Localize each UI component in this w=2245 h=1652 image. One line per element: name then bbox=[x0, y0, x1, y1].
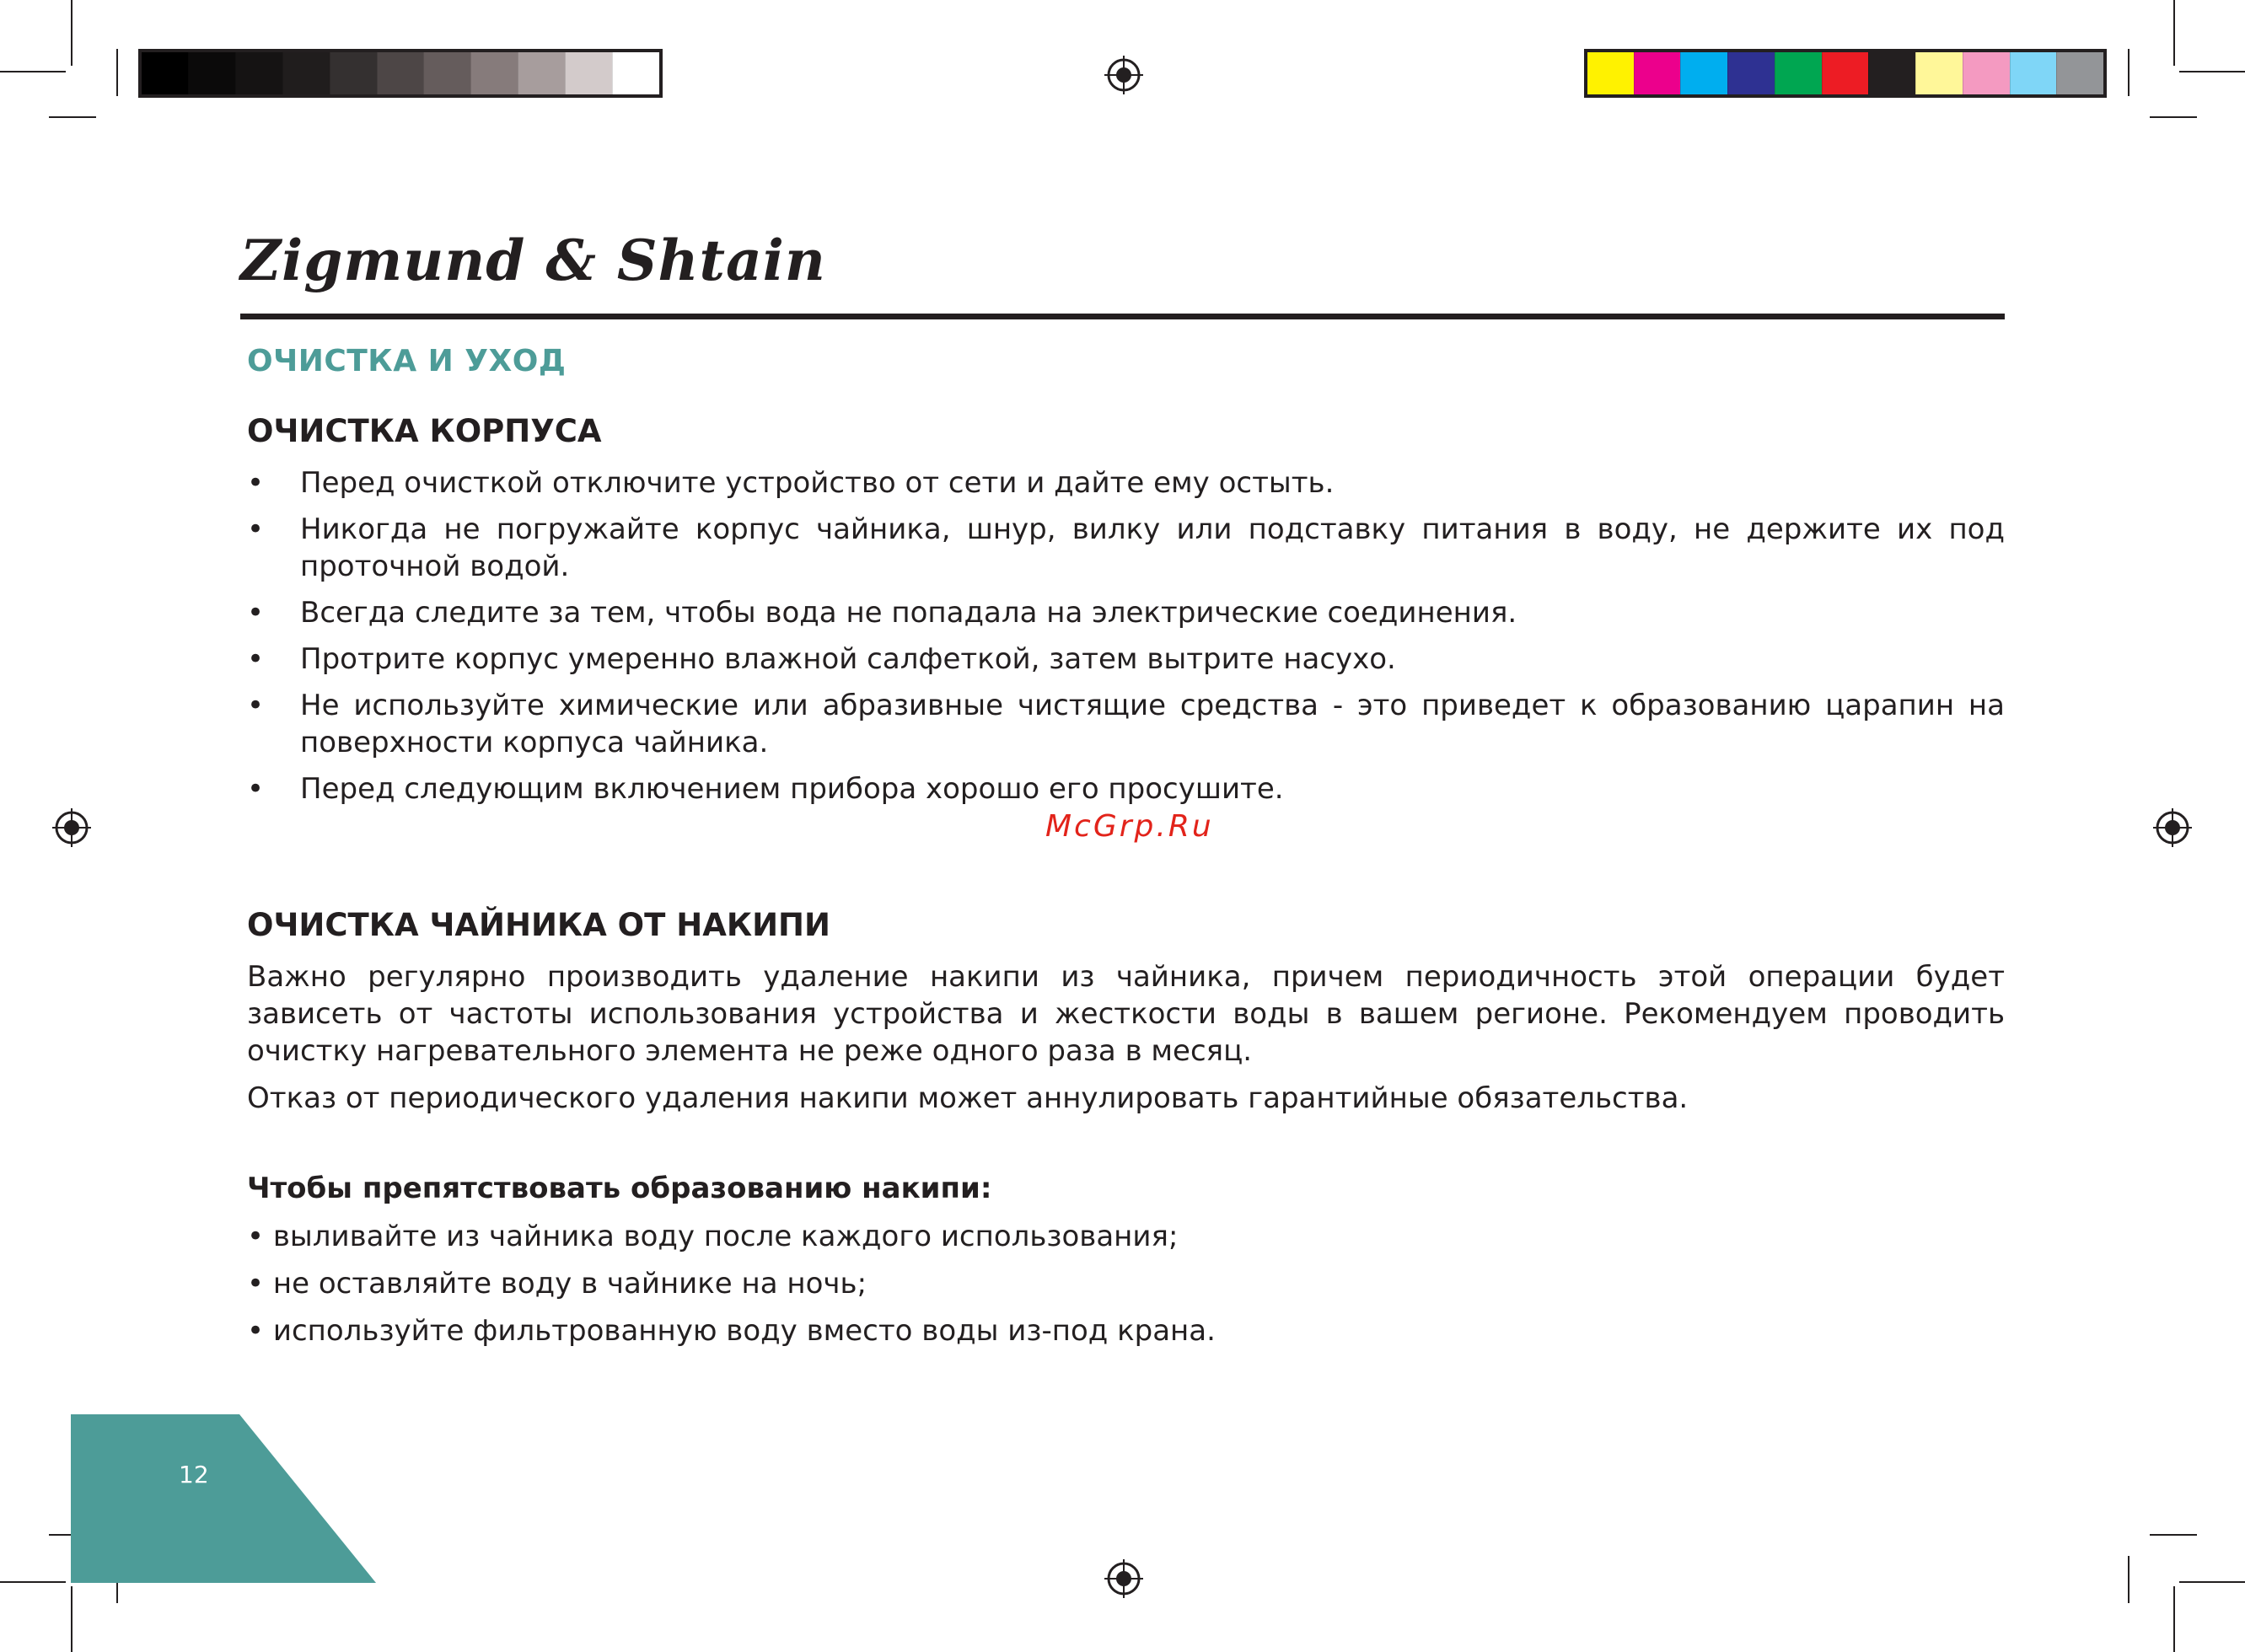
gray-swatch bbox=[518, 52, 565, 94]
case-cleaning-list bbox=[247, 464, 2005, 817]
color-swatch bbox=[1822, 52, 1869, 94]
color-swatch bbox=[1680, 52, 1727, 94]
crop-mark-br-h bbox=[2179, 1581, 2245, 1583]
list-item: • используйте фильтрованную воду вместо воды из-под крана. bbox=[247, 1314, 1216, 1348]
gray-swatch bbox=[330, 52, 377, 94]
warranty-paragraph: Отказ от периодического удаления накипи может аннулировать гарантийные обязательства. bbox=[247, 1081, 1689, 1115]
list-item bbox=[247, 687, 2005, 761]
crop-mark-bl-h bbox=[0, 1581, 66, 1583]
crop-mark-bl-v bbox=[71, 1586, 73, 1652]
crop-mark-tr-v bbox=[2173, 0, 2175, 66]
descaling-paragraph: Важно регулярно производить удаление накипи из чайника, причем периодичность этой операции будет зависеть от частоты использования устройства и жесткости воды в вашем регионе. Рекомендуем проводить очистку нагревательного элемента не реже одного раза в месяц. bbox=[247, 960, 2005, 1068]
descaling-title: ОЧИСТКА ЧАЙНИКА ОТ НАКИПИ bbox=[247, 907, 830, 943]
list-item bbox=[247, 770, 2005, 807]
color-swatch bbox=[2010, 52, 2057, 94]
list-item: • выливайте из чайника воду после каждого использования; bbox=[247, 1220, 1179, 1253]
list-item-text: Никогда не погружайте корпус чайника, шнур, вилку или подставку питания в воду, не держите их под проточной водой. bbox=[300, 512, 2005, 583]
color-swatch bbox=[1868, 52, 1915, 94]
crop-mark-tl-v2 bbox=[116, 49, 118, 96]
color-swatch bbox=[1727, 52, 1775, 94]
color-calibration-bar bbox=[1584, 49, 2107, 98]
gray-swatch bbox=[377, 52, 424, 94]
gray-swatch bbox=[470, 52, 518, 94]
grayscale-calibration-bar bbox=[138, 49, 663, 98]
watermark-link[interactable]: McGrp.Ru bbox=[1045, 809, 1214, 844]
crop-mark-tl-v bbox=[71, 0, 73, 66]
bullet-icon: • bbox=[247, 642, 265, 676]
list-item bbox=[247, 594, 2005, 631]
bullet-icon: • bbox=[247, 512, 265, 546]
bullet-icon: • bbox=[247, 466, 265, 500]
gray-swatch bbox=[423, 52, 470, 94]
crop-mark-tr-h2 bbox=[2150, 116, 2197, 118]
color-swatch bbox=[1963, 52, 2010, 94]
registration-mark-top-icon bbox=[1103, 54, 1145, 96]
list-item bbox=[247, 511, 2005, 585]
section-label: ОЧИСТКА И УХОД bbox=[247, 344, 567, 378]
crop-mark-tr-v2 bbox=[2128, 49, 2130, 96]
page-number: 12 bbox=[179, 1461, 209, 1488]
registration-mark-right-icon bbox=[2151, 807, 2194, 849]
color-swatch bbox=[1634, 52, 1681, 94]
list-item-text: Всегда следите за тем, чтобы вода не попадала на электрические соединения. bbox=[300, 596, 1517, 630]
prevent-title: Чтобы препятствовать образованию накипи: bbox=[247, 1172, 992, 1205]
list-item: • не оставляйте воду в чайнике на ночь; bbox=[247, 1267, 867, 1301]
crop-mark-tl-h bbox=[0, 71, 66, 72]
header-rule bbox=[240, 314, 2005, 319]
gray-swatch bbox=[282, 52, 330, 94]
color-swatch bbox=[1587, 52, 1634, 94]
gray-swatch bbox=[142, 52, 188, 94]
case-cleaning-title: ОЧИСТКА КОРПУСА bbox=[247, 413, 602, 449]
bullet-icon: • bbox=[247, 689, 265, 722]
color-swatch bbox=[1775, 52, 1822, 94]
list-item bbox=[247, 641, 2005, 678]
color-swatch bbox=[1915, 52, 1963, 94]
gray-swatch bbox=[235, 52, 282, 94]
registration-mark-left-icon bbox=[51, 807, 93, 849]
crop-mark-br-v bbox=[2173, 1586, 2175, 1652]
bullet-icon: • bbox=[247, 596, 265, 630]
list-item-text: Перед следующим включением прибора хорошо его просушите. bbox=[300, 772, 1284, 806]
color-swatch bbox=[2056, 52, 2103, 94]
crop-mark-br-v2 bbox=[2128, 1556, 2130, 1603]
gray-swatch bbox=[565, 52, 612, 94]
crop-mark-tr-h bbox=[2179, 71, 2245, 72]
crop-mark-tl-h2 bbox=[49, 116, 96, 118]
brand-logo: Zigmund & Shtain bbox=[240, 228, 826, 293]
gray-swatch bbox=[188, 52, 235, 94]
list-item-text: Перед очисткой отключите устройство от сети и дайте ему остыть. bbox=[300, 466, 1335, 500]
list-item-text: Протрите корпус умеренно влажной салфеткой, затем вытрите насухо. bbox=[300, 642, 1396, 676]
page-corner-tab bbox=[71, 1414, 376, 1583]
prevent-list bbox=[247, 1218, 1216, 1360]
bullet-icon: • bbox=[247, 772, 265, 806]
gray-swatch bbox=[612, 52, 659, 94]
list-item bbox=[247, 464, 2005, 502]
crop-mark-br-h2 bbox=[2150, 1534, 2197, 1536]
registration-mark-bottom-icon bbox=[1103, 1558, 1145, 1600]
list-item-text: Не используйте химические или абразивные чистящие средства - это приведет к образованию царапин на поверхности корпуса чайника. bbox=[300, 689, 2005, 759]
